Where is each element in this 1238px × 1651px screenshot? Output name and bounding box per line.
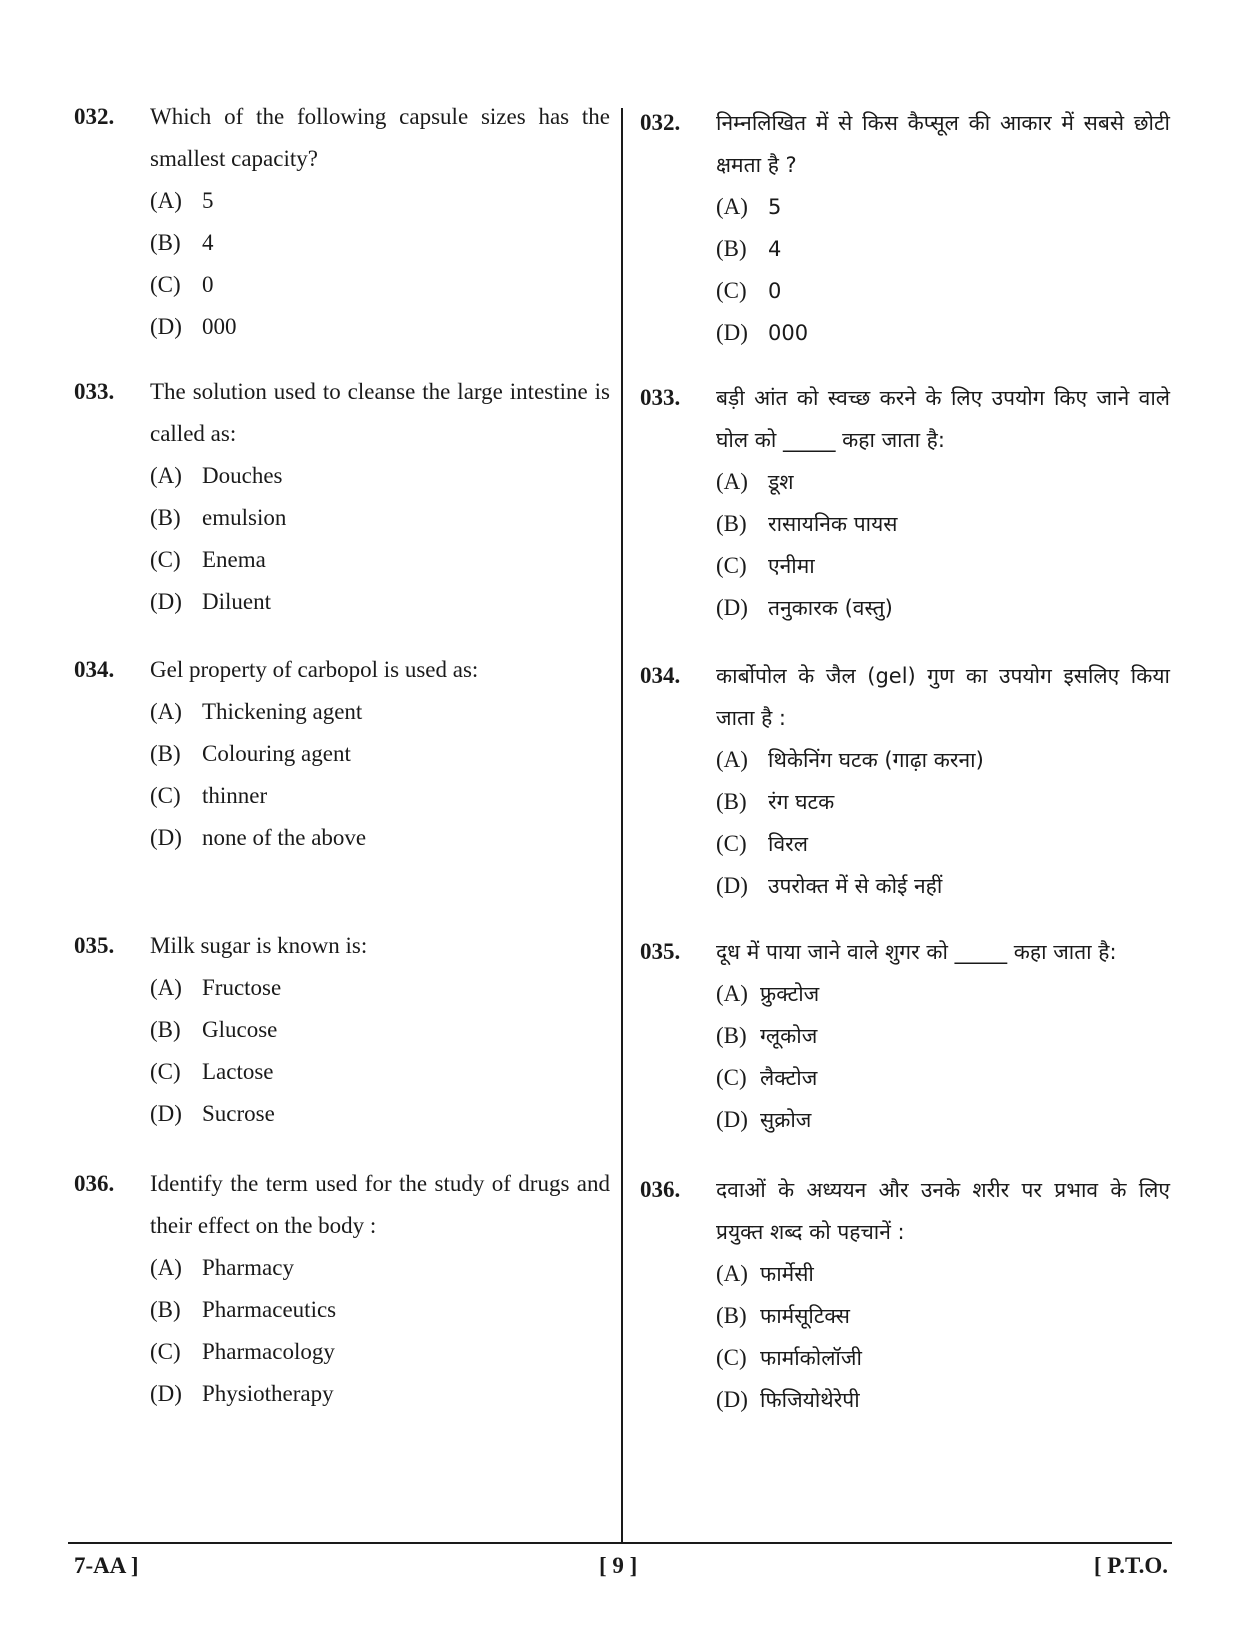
option-letter: (C) [716,553,747,578]
option-d [716,1379,1170,1421]
option-text: emulsion [202,505,287,530]
option-text: 5 [202,188,214,213]
question-text: Milk sugar is known is: [150,933,368,958]
option-letter: (B) [150,1017,181,1042]
option-a [716,461,1170,503]
option-letter: (D) [716,320,748,345]
option-c [716,545,1170,587]
option-a [716,1253,1170,1295]
option-letter: (C) [716,831,747,856]
option-b [716,503,1170,545]
option-text: उपरोक्त में से कोई नहीं [768,874,943,898]
option-c [150,1051,610,1093]
option-c [150,539,610,581]
option-a [716,186,1170,228]
page-number: [ 9 ] [599,1553,638,1578]
question-text: दूध में पाया जाने वाले शुगर को _____ कहा जाता है: [716,940,1117,964]
option-text: Pharmacology [202,1339,335,1364]
option-letter: (C) [716,1065,747,1090]
option-b [150,497,610,539]
option-letter: (C) [716,278,747,303]
option-list [716,461,1170,629]
option-letter: (A) [150,975,182,1000]
question-text: Identify the term used for the study of drugs and their effect on the body : [150,1171,610,1238]
option-letter: (D) [716,873,748,898]
option-b [716,1015,1170,1057]
option-letter: (D) [716,1387,748,1412]
option-text: फार्मसूटिक्स [760,1304,850,1328]
question-text: दवाओं के अध्ययन और उनके शरीर पर प्रभाव के लिए प्रयुक्त शब्द को पहचानें : [716,1178,1170,1244]
option-a [150,455,610,497]
option-letter: (D) [150,314,182,339]
option-text: Douches [202,463,283,488]
option-text: 0 [202,272,214,297]
option-text: फिजियोथेरेपी [760,1388,860,1412]
option-c [716,823,1170,865]
option-text: none of the above [202,825,367,850]
option-c [150,775,610,817]
booklet-code: 7-AA ] [74,1553,139,1578]
option-text: ग्लूकोज [760,1024,818,1048]
footer-rule [68,1542,1172,1544]
option-text: फार्मेसी [760,1262,814,1286]
option-text: 000 [768,321,809,345]
option-d [150,817,610,859]
question-number: 035. [74,933,115,958]
option-d [716,312,1170,354]
option-list [716,1253,1170,1421]
question-033-en [74,371,610,623]
question-text: बड़ी आंत को स्वच्छ करने के लिए उपयोग किए जाने वाले घोल को _____ कहा जाता है: [716,386,1170,452]
option-list [716,739,1170,907]
option-list [150,967,610,1135]
question-032-hi [640,102,1170,354]
option-text: डूश [768,470,794,494]
option-letter: (D) [150,1381,182,1406]
question-number: 034. [74,657,115,682]
option-b [150,733,610,775]
option-b [716,1295,1170,1337]
option-letter: (D) [150,1101,182,1126]
question-035-en [74,925,610,1135]
option-text: Fructose [202,975,282,1000]
option-a [150,1247,610,1289]
option-letter: (A) [150,188,182,213]
option-letter: (D) [150,589,182,614]
option-letter: (B) [716,511,747,536]
option-text: Lactose [202,1059,274,1084]
option-letter: (B) [716,1023,747,1048]
option-text: विरल [768,832,808,856]
option-list [716,973,1170,1141]
option-b [150,222,610,264]
option-b [150,1289,610,1331]
question-number: 033. [74,379,115,404]
question-text: Which of the following capsule sizes has the smallest capacity? [150,104,610,171]
question-032-en [74,96,610,348]
option-letter: (B) [150,505,181,530]
question-number: 033. [640,385,681,410]
question-number: 034. [640,663,681,688]
question-034-en [74,649,610,859]
option-text: Enema [202,547,266,572]
question-number: 035. [640,939,681,964]
question-033-hi [640,377,1170,629]
option-a [150,691,610,733]
option-c [716,1057,1170,1099]
option-a [716,973,1170,1015]
option-text: फार्माकोलॉजी [760,1346,862,1370]
option-text: Physiotherapy [202,1381,334,1406]
option-letter: (C) [150,1339,181,1364]
option-letter: (A) [150,699,182,724]
option-letter: (A) [150,1255,182,1280]
question-034-hi [640,655,1170,907]
option-d [150,1093,610,1135]
question-text: The solution used to cleanse the large intestine is called as: [150,379,610,446]
option-c [716,270,1170,312]
option-text: लैक्टोज [760,1066,818,1090]
option-d [150,581,610,623]
option-list [150,691,610,859]
option-text: Pharmaceutics [202,1297,337,1322]
question-number: 032. [640,110,681,135]
option-c [150,1331,610,1373]
option-letter: (C) [150,783,181,808]
option-d [150,1373,610,1415]
option-text: रंग घटक [768,790,835,814]
question-number: 036. [74,1171,115,1196]
option-a [150,967,610,1009]
option-text: 000 [202,314,237,339]
option-letter: (B) [150,741,181,766]
question-035-hi [640,931,1170,1141]
option-text: Pharmacy [202,1255,294,1280]
option-letter: (B) [716,1303,747,1328]
option-text: 0 [768,279,782,303]
option-c [716,1337,1170,1379]
option-text: तनुकारक (वस्तु) [768,596,893,620]
option-list [150,455,610,623]
option-text: 4 [202,230,214,255]
option-text: 5 [768,195,782,219]
option-letter: (B) [716,236,747,261]
option-list [150,1247,610,1415]
option-list [716,186,1170,354]
question-text: कार्बोपोल के जैल (gel) गुण का उपयोग इसलिए किया जाता है : [716,664,1170,730]
option-text: 4 [768,237,782,261]
option-letter: (C) [716,1345,747,1370]
option-letter: (B) [716,789,747,814]
option-letter: (A) [150,463,182,488]
pto-label: [ P.T.O. [1093,1553,1168,1578]
option-text: एनीमा [768,554,815,578]
column-divider [621,108,623,1542]
option-letter: (B) [150,1297,181,1322]
option-b [150,1009,610,1051]
option-text: Sucrose [202,1101,275,1126]
option-d [716,587,1170,629]
option-letter: (B) [150,230,181,255]
option-text: रासायनिक पायस [768,512,898,536]
option-letter: (A) [716,747,748,772]
option-text: Thickening agent [202,699,363,724]
option-letter: (A) [716,1261,748,1286]
option-letter: (C) [150,547,181,572]
option-b [716,781,1170,823]
option-text: फ्रुक्टोज [760,982,820,1006]
question-036-en [74,1163,610,1415]
option-a [150,180,610,222]
option-letter: (A) [716,469,748,494]
option-letter: (A) [716,194,748,219]
option-text: Colouring agent [202,741,351,766]
option-list [150,180,610,348]
option-text: Diluent [202,589,271,614]
option-letter: (D) [150,825,182,850]
option-letter: (A) [716,981,748,1006]
option-text: सुक्रोज [760,1108,812,1132]
option-text: थिकेनिंग घटक (गाढ़ा करना) [768,748,984,772]
option-text: thinner [202,783,268,808]
option-c [150,264,610,306]
question-036-hi [640,1169,1170,1421]
question-number: 036. [640,1177,681,1202]
option-a [716,739,1170,781]
option-d [716,865,1170,907]
option-d [716,1099,1170,1141]
option-letter: (C) [150,1059,181,1084]
option-text: Glucose [202,1017,278,1042]
question-text: निम्नलिखित में से किस कैप्सूल की आकार में सबसे छोटी क्षमता है ? [716,111,1170,177]
option-letter: (C) [150,272,181,297]
question-number: 032. [74,104,115,129]
option-letter: (D) [716,1107,748,1132]
question-text: Gel property of carbopol is used as: [150,657,479,682]
option-b [716,228,1170,270]
option-letter: (D) [716,595,748,620]
option-d [150,306,610,348]
